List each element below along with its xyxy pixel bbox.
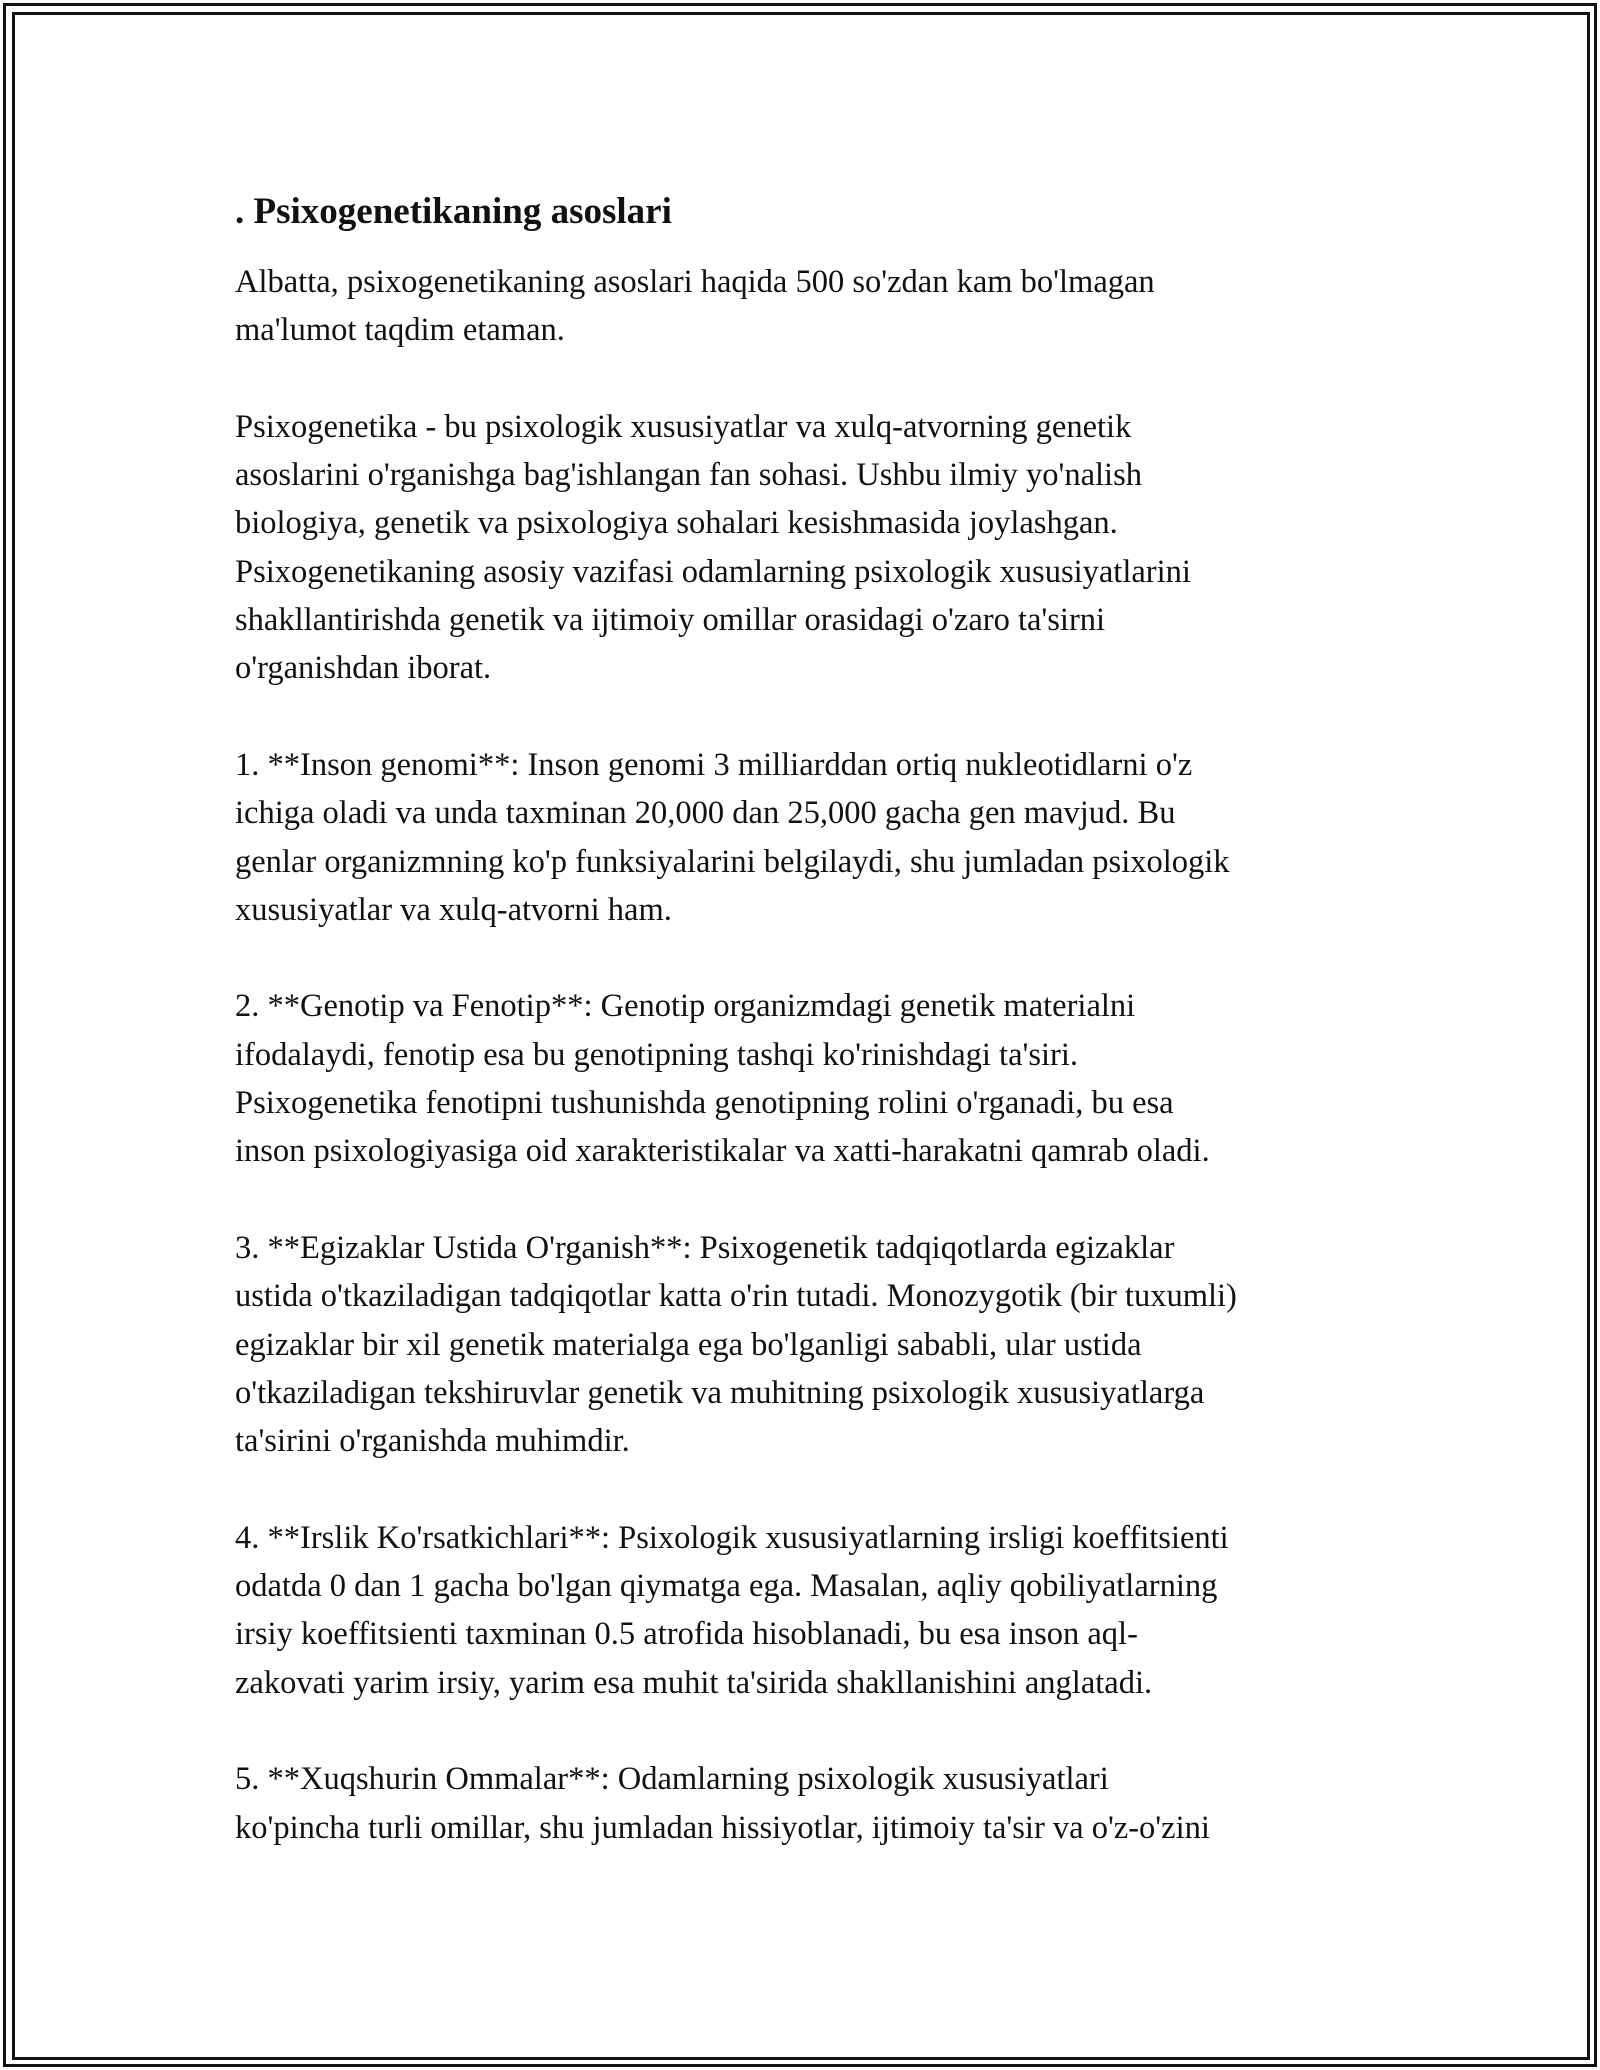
text-line: ustida o'tkaziladigan tadqiqotlar katta o'rin tutadi. Monozygotik (bir tuxumli) [235,1278,1237,1315]
text-line: Psixogenetikaning asosiy vazifasi odamlarning psixologik xususiyatlarini [235,553,1191,590]
list-item-2 [235,982,1385,1175]
paragraph-definition [235,403,1385,693]
text-line: biologiya, genetik va psixologiya sohalari kesishmasida joylashgan. [235,505,1118,542]
text-line: shakllantirishda genetik va ijtimoiy omillar orasidagi o'zaro ta'sirni [235,602,1106,639]
text-line: 4. **Irslik Ko'rsatkichlari**: Psixologik xususiyatlarning irsligi koeffitsienti [235,1519,1229,1556]
text-line: egizaklar bir xil genetik materialga ega bo'lganligi sababli, ular ustida [235,1326,1142,1363]
document-body [235,188,1385,1900]
list-item-3 [235,1224,1385,1465]
text-line: zakovati yarim irsiy, yarim esa muhit ta'sirida shakllanishini anglatadi. [235,1664,1153,1701]
text-line: odatda 0 dan 1 gacha bo'lgan qiymatga ega. Masalan, aqliy qobiliyatlarning [235,1568,1218,1605]
text-line: Psixogenetika fenotipni tushunishda genotipning rolini o'rganadi, bu esa [235,1085,1174,1122]
text-line: 5. **Xuqshurin Ommalar**: Odamlarning psixologik xususiyatlari [235,1761,1109,1798]
text-line: asoslarini o'rganishga bag'ishlangan fan sohasi. Ushbu ilmiy yo'nalish [235,457,1142,494]
text-line: o'tkaziladigan tekshiruvlar genetik va muhitning psixologik xususiyatlarga [235,1374,1205,1411]
document-title: . Psixogenetikaning asoslari [235,191,672,232]
text-line: Albatta, psixogenetikaning asoslari haqida 500 so'zdan kam bo'lmagan [235,264,1155,300]
text-line: Psixogenetika - bu psixologik xususiyatlar va xulq-atvorning genetik [235,408,1132,445]
list-item-1 [235,741,1385,934]
paragraph-intro [235,258,1385,355]
text-line: ichiga oladi va unda taxminan 20,000 dan 25,000 gacha gen mavjud. Bu [235,795,1176,832]
text-line: ta'sirini o'rganishda muhimdir. [235,1423,630,1460]
text-line: inson psixologiyasiga oid xarakteristikalar va xatti-harakatni qamrab oladi. [235,1133,1210,1170]
text-line: o'rganishdan iborat. [235,650,492,687]
text-line: 2. **Genotip va Fenotip**: Genotip organizmdagi genetik materialni [235,988,1136,1025]
text-line: xususiyatlar va xulq-atvorni ham. [235,891,672,928]
text-line: 1. **Inson genomi**: Inson genomi 3 milliarddan ortiq nukleotidlarni o'z [235,746,1193,783]
text-line: genlar organizmning ko'p funksiyalarini belgilaydi, shu jumladan psixologik [235,843,1230,880]
text-line: ma'lumot taqdim etaman. [235,312,565,349]
text-line: ifodalaydi, fenotip esa bu genotipning tashqi ko'rinishdagi ta'siri. [235,1036,1079,1073]
list-item-4 [235,1514,1385,1707]
text-line: ko'pincha turli omillar, shu jumladan hissiyotlar, ijtimoiy ta'sir va o'z-o'zini [235,1809,1210,1846]
text-line: 3. **Egizaklar Ustida O'rganish**: Psixogenetik tadqiqotlarda egizaklar [235,1229,1175,1266]
list-item-5 [235,1755,1385,1852]
text-line: irsiy koeffitsienti taxminan 0.5 atrofida hisoblanadi, bu esa inson aql- [235,1616,1138,1653]
